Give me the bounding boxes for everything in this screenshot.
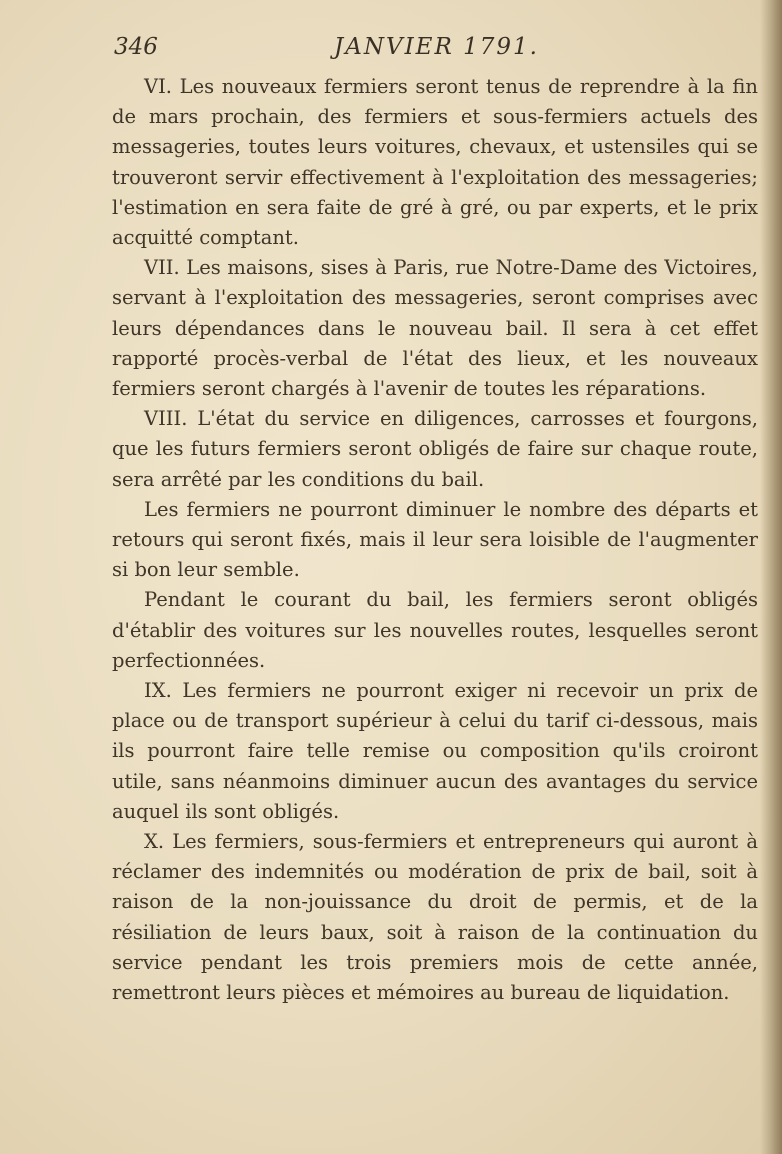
article-ix-paragraph: IX. Les fermiers ne pourront exiger ni recevoir un prix de place ou de transport supérieur à celui du tarif ci-dessous, mais ils pourront faire telle remise ou composition qu'ils croiront utile, sans néanmoins diminuer aucun des avantages du service auquel ils sont obligés.	[112, 679, 758, 823]
running-title: JANVIER 1791.	[334, 34, 539, 60]
departures-paragraph: Les fermiers ne pourront diminuer le nombre des départs et retours qui seront fixés, mais il leur sera loisible de l'augmenter si bon leur semble.	[112, 497, 758, 582]
article-x-paragraph: X. Les fermiers, sous-fermiers et entrepreneurs qui auront à réclamer des indemnités ou modération de prix de bail, soit à raison de la non-jouissance du droit de permis, et de la résiliation de leurs baux, soit à raison de la continuation du service pendant les trois premiers mois de cette année, remettront leurs pièces et mémoires au bureau de liquidation.	[112, 830, 758, 1005]
page-number: 346	[114, 34, 158, 60]
binding-gutter	[760, 0, 782, 1154]
article-viii-paragraph: VIII. L'état du service en diligences, carrosses et fourgons, que les futurs fermiers seront obligés de faire sur chaque route, sera arrêté par les conditions du bail.	[112, 407, 758, 491]
article-vi-paragraph: VI. Les nouveaux fermiers seront tenus de reprendre à la fin de mars prochain, des fermiers et sous-fermiers actuels des messageries, toutes leurs voitures, chevaux, et ustensiles qui se trouveront servir effectivement à l'exploitation des messageries; l'estimation en sera faite de gré à gré, ou par experts, et le prix acquitté comptant.	[112, 75, 758, 250]
new-routes-paragraph: Pendant le courant du bail, les fermiers seront obligés d'établir des voitures sur les nouvelles routes, lesquelles seront perfectionnées.	[112, 588, 758, 672]
article-vii-paragraph: VII. Les maisons, sises à Paris, rue Notre-Dame des Victoires, servant à l'exploitation des messageries, seront comprises avec leurs dépendances dans le nouveau bail. Il sera à cet effet rapporté procès-verbal de l'état des lieux, et les nouveaux fermiers seront chargés à l'avenir de toutes les réparations.	[112, 256, 758, 401]
body-text	[112, 72, 758, 1008]
page-header	[114, 34, 754, 74]
